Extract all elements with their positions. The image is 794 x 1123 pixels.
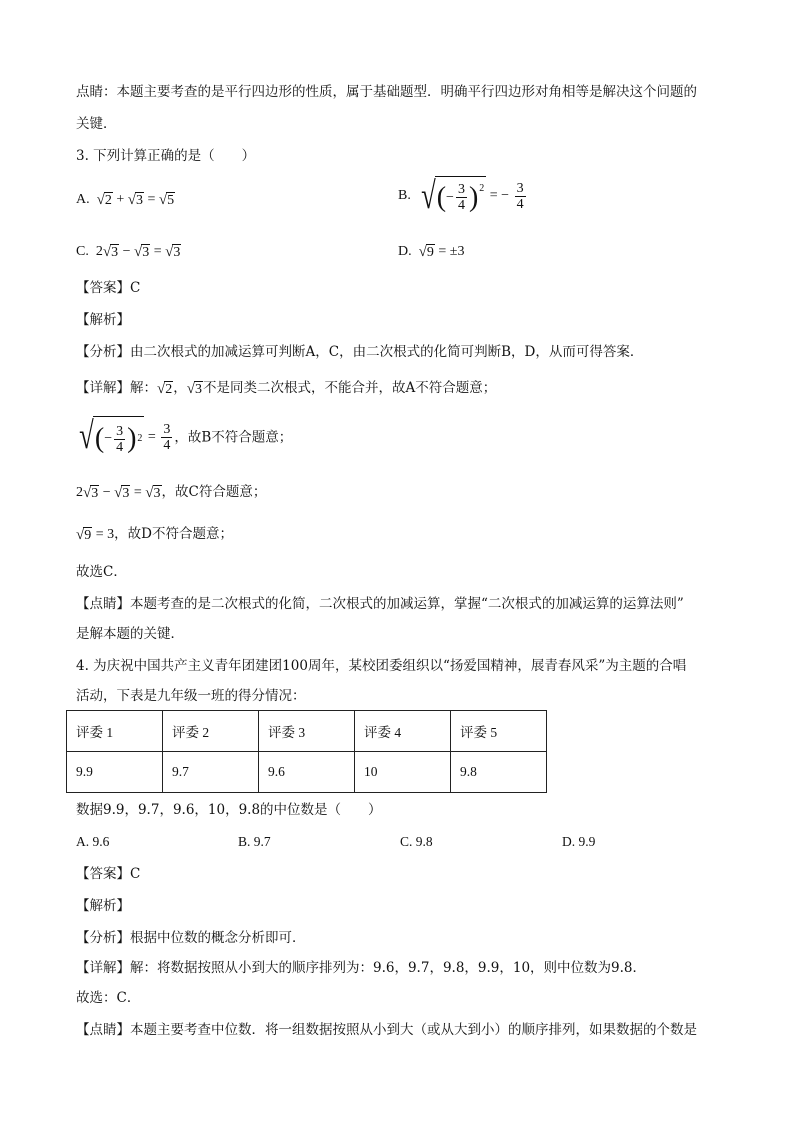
sqrt-expr: √ 5 — [158, 191, 175, 208]
detail-line: 【详解】解： √ 2 ， √ 3 不是同类二次根式，不能合并，故A不符合题意； — [76, 380, 497, 397]
table-header-cell: 评委 1 — [67, 711, 163, 752]
option-b: B. √ ( − $\frac{3}{4}$ ) 2 = − $\frac{3}{4}$ — [398, 175, 524, 217]
option-c: C. 2 √ 3 − √ 3 = √ 3 — [76, 243, 181, 260]
option-label: A. — [76, 192, 90, 207]
table-header-cell: 评委 4 — [355, 711, 451, 752]
option-label: B. — [398, 188, 411, 203]
option-a: A. √ 2 + √ 3 = √ 5 — [76, 191, 175, 208]
option-d: D. √ 9 = ±3 — [398, 243, 465, 260]
question-4: 4. 为庆祝中国共产主义青年团建团100周年，某校团委组织以“扬爱国精神，展青春风采”为主题的合唱 — [76, 658, 687, 674]
table-header-cell: 评委 5 — [451, 711, 547, 752]
text-line: 【分析】由二次根式的加减运算可判断A，C，由二次根式的化简可判断B，D，从而可得答案． — [76, 344, 644, 360]
text-line: 活动，下表是九年级一班的得分情况： — [76, 688, 306, 704]
option-d: D. 9.9 — [562, 834, 596, 849]
text-line: 是解本题的关键． — [76, 626, 184, 642]
analysis-label: 【解析】 — [76, 898, 130, 914]
table-header-cell: 评委 2 — [163, 711, 259, 752]
detail-line-c: 2 √ 3 − √ 3 = √ 3 ，故C符合题意； — [76, 484, 267, 501]
sqrt-expr: √ 3 — [127, 191, 143, 208]
sqrt-expr: √ ( − $\frac{3}{4}$ ) 2 — [420, 175, 485, 217]
text-line: 关键． — [76, 116, 117, 132]
score-table — [66, 710, 547, 793]
text-line: 故选C． — [76, 564, 127, 580]
table-row — [67, 711, 547, 752]
table-header-cell: 评委 3 — [259, 711, 355, 752]
table-cell: 9.6 — [259, 752, 355, 793]
option-c: C. 9.8 — [400, 834, 433, 849]
table-cell: 10 — [355, 752, 451, 793]
option-b: B. 9.7 — [238, 834, 271, 849]
table-cell: 9.9 — [67, 752, 163, 793]
text-line: 数据9.9，9.7，9.6，10，9.8的中位数是（ ） — [76, 802, 382, 818]
answer-label: 【答案】C — [76, 866, 141, 882]
table-row — [67, 752, 547, 793]
text-line: 【详解】解：将数据按照从小到大的顺序排列为：9.6，9.7，9.8，9.9，10，则中位数为9.8． — [76, 960, 647, 976]
table-cell: 9.7 — [163, 752, 259, 793]
analysis-label: 【解析】 — [76, 312, 130, 328]
option-label: C. — [76, 244, 89, 259]
option-label: D. — [398, 244, 412, 259]
detail-line-b: √ ( − $\frac{3}{4}$ ) 2 = $\frac{3}{4}$ ，故B不符合题意； — [79, 415, 293, 457]
text-line: 故选：C． — [76, 990, 141, 1006]
text-line: 【点睛】本题主要考查中位数．将一组数据按照从小到大（或从大到小）的顺序排列，如果数据的个数是 — [76, 1022, 697, 1038]
text-line: 点睛：本题主要考查的是平行四边形的性质，属于基础题型．明确平行四边形对角相等是解决这个问题的 — [76, 84, 697, 100]
question-3: 3. 下列计算正确的是（ ） — [76, 148, 256, 164]
detail-line-d: √ 9 = 3，故D不符合题意； — [76, 526, 233, 543]
text-line: 【分析】根据中位数的概念分析即可． — [76, 930, 306, 946]
table-cell: 9.8 — [451, 752, 547, 793]
sqrt-expr: √ 2 — [96, 191, 112, 208]
answer-label: 【答案】C — [76, 280, 141, 296]
text-line: 【点睛】本题考查的是二次根式的化简，二次根式的加减运算，掌握“二次根式的加减运算的运算法则” — [76, 596, 684, 612]
option-a: A. 9.6 — [76, 834, 110, 849]
